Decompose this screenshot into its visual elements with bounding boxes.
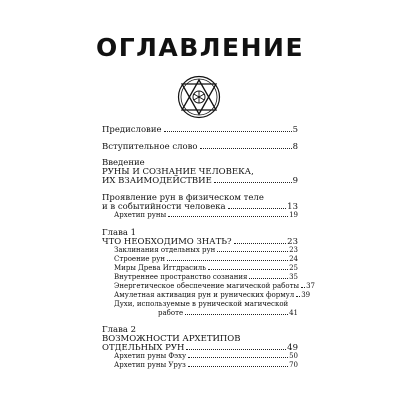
entry-title: и в событийности человека [102,202,226,212]
rune-emblem-icon [177,75,221,119]
chapter2-label: Глава 2 [102,325,137,335]
entry-page: 13 [287,202,298,212]
entry-page: 5 [292,125,298,135]
manifestation-line1: Проявление рун в физическом теле [102,193,264,203]
toc-subentry[interactable]: Архетип руны Уруз 70 [114,361,298,369]
toc-subentry[interactable]: Внутреннее пространство сознания 35 [114,273,298,281]
entry-title: Вступительное слово [102,142,198,152]
toc-subentry[interactable]: Амулетная активация рун и рунических формул 39 [114,291,311,299]
toc-subentry[interactable]: Строение рун 24 [114,255,298,263]
toc-subentry[interactable]: Архетип руны Фэху 50 [114,352,298,360]
chapter2-title-line1: ВОЗМОЖНОСТИ АРХЕТИПОВ [102,334,241,344]
entry-page: 19 [289,211,298,219]
introduction-title-line1: РУНЫ И СОЗНАНИЕ ЧЕЛОВЕКА, [102,167,254,177]
toc-subentry[interactable]: Энергетическое обеспечение магической работы 37 [114,282,315,290]
entry-page: 49 [287,343,298,353]
toc-subentry[interactable]: Заклинания отдельных рун 23 [114,246,298,254]
chapter1-label: Глава 1 [102,228,137,238]
entry-page: 23 [287,237,298,247]
entry-title: ИХ ВЗАИМОДЕЙСТВИЕ [102,176,212,186]
toc-subentry[interactable]: работе 41 [158,309,298,317]
entry-title: Архетип руны [114,211,167,219]
toc-entry-intro-word[interactable] [102,142,298,152]
entry-title: Предисловие [102,125,162,135]
entry-title: ОТДЕЛЬНЫХ РУН [102,343,185,353]
spirits-line1: Духи, используемые в рунической магической [114,300,289,308]
entry-page: 8 [292,142,298,152]
toc-entry-introduction[interactable] [102,176,298,186]
entry-title: ЧТО НЕОБХОДИМО ЗНАТЬ? [102,237,232,247]
toc-subentry[interactable]: Миры Древа Иггдрасиль 25 [114,264,298,272]
introduction-label: Введение [102,158,145,168]
toc-entry-archetype[interactable] [114,211,298,220]
page-title: ОГЛАВЛЕНИЕ [95,33,305,62]
entry-page: 9 [292,176,298,186]
toc-entry-preface[interactable] [102,125,298,135]
